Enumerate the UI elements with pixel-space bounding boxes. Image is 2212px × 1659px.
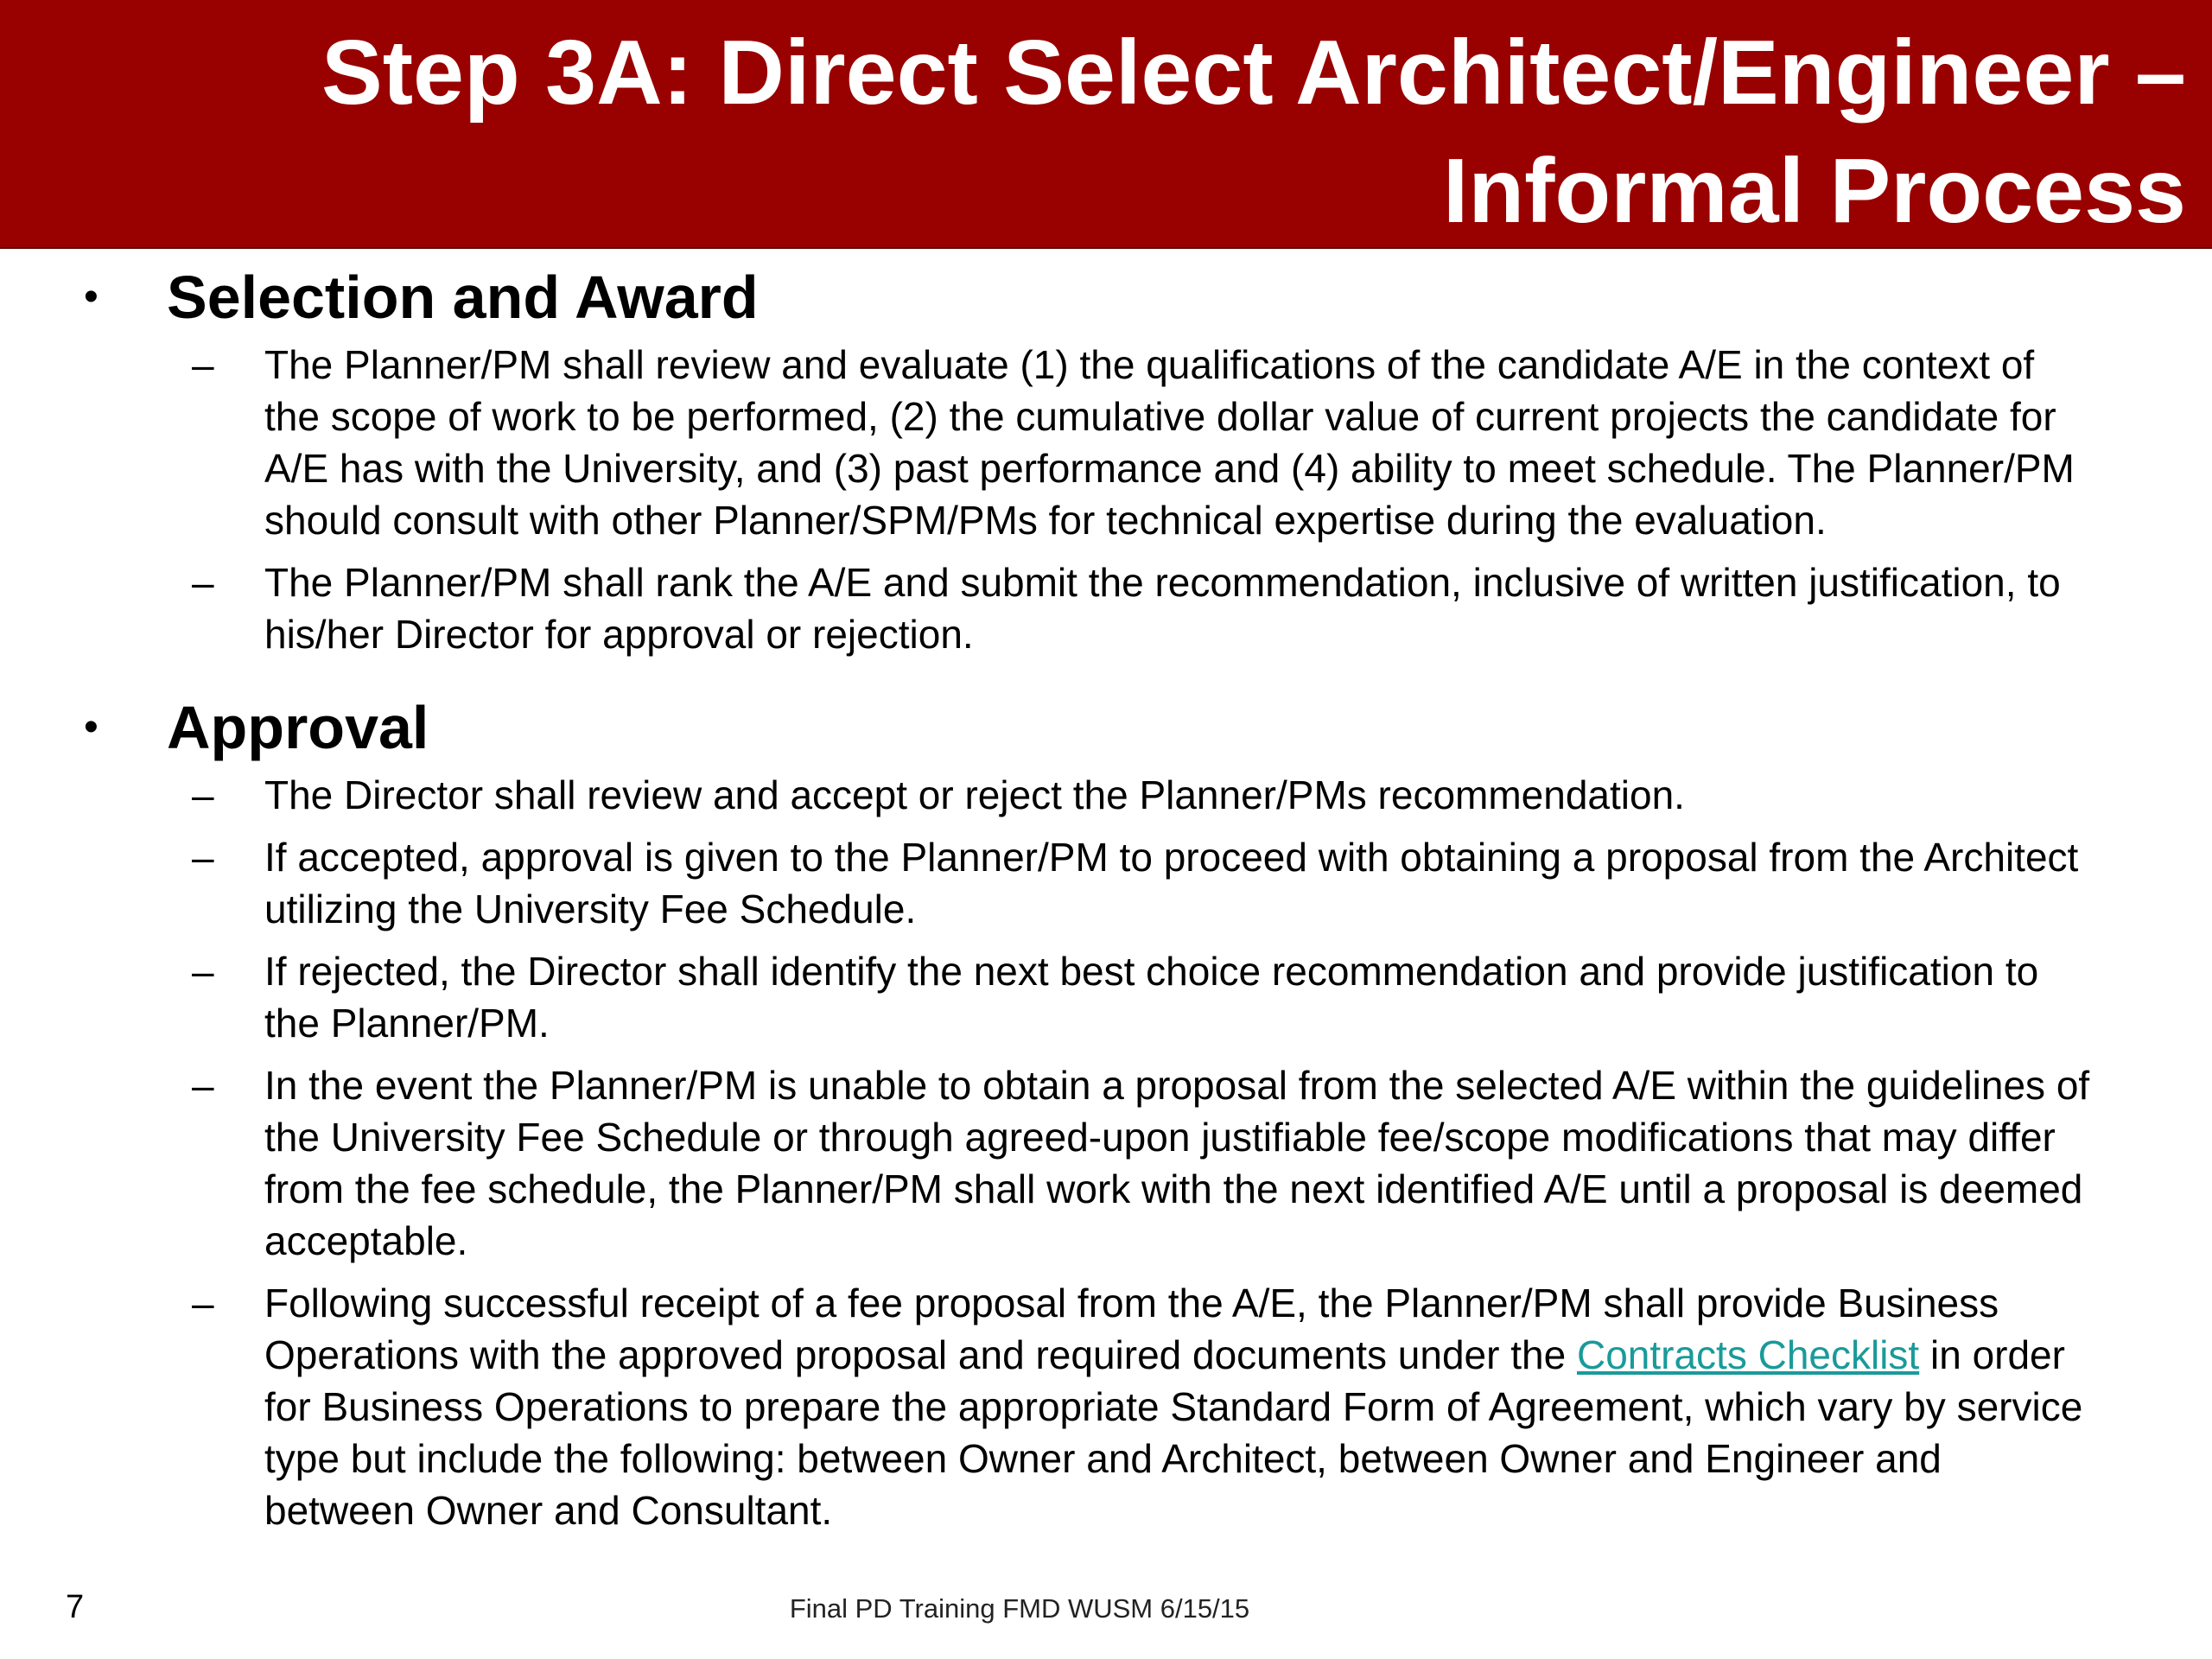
sub-bullet-list xyxy=(0,339,2212,660)
dash-icon: – xyxy=(192,560,214,605)
list-item xyxy=(0,1059,2096,1267)
title-line-1: Step 3A: Direct Select Architect/Engineer – xyxy=(321,22,2186,124)
dash-icon: – xyxy=(192,1281,214,1325)
footer-text: Final PD Training FMD WUSM 6/15/15 xyxy=(789,1593,1250,1624)
list-item xyxy=(0,831,2096,935)
bullet-icon: • xyxy=(84,274,99,320)
slide-body xyxy=(0,256,2212,1547)
page-number: 7 xyxy=(66,1589,85,1625)
list-item xyxy=(0,1277,2096,1536)
list-item-text: The Planner/PM shall rank the A/E and submit the recommendation, inclusive of written justification, to his/her Director for approval or rejection. xyxy=(264,560,2061,657)
section-heading: Selection and Award xyxy=(167,264,759,331)
dash-icon: – xyxy=(192,1063,214,1108)
dash-icon: – xyxy=(192,772,214,817)
slide-title xyxy=(26,14,2186,251)
section-approval xyxy=(0,686,2212,1536)
dash-icon: – xyxy=(192,835,214,880)
list-item-text: If accepted, approval is given to the Planner/PM to proceed with obtaining a proposal from the Architect utilizing the University Fee Schedule. xyxy=(264,835,2079,931)
list-item-text: If rejected, the Director shall identify the next best choice recommendation and provide justification to the Planner/PM. xyxy=(264,949,2039,1046)
bullet-icon: • xyxy=(84,704,99,750)
list-item-text: The Planner/PM shall review and evaluate (1) the qualifications of the candidate A/E in the context of the scope of work to be performed, (2) the cumulative dollar value of current projects the candidate for A/E has with the University, and (3) past performance and (4) ability to meet schedule. The Planner/PM should consult with other Planner/SPM/PMs for technical expertise during the evaluation. xyxy=(264,342,2075,543)
list-item-text: The Director shall review and accept or reject the Planner/PMs recommendation. xyxy=(264,772,1685,817)
section-heading: Approval xyxy=(167,694,429,761)
title-line-2: Informal Process xyxy=(1442,140,2186,242)
list-item xyxy=(0,945,2096,1049)
list-item xyxy=(0,769,2096,821)
list-item-text-after-link: in order for Business Operations to prepare the appropriate Standard Form of Agreement, which vary by service type but include the following: between Owner and Architect, between Owner and Engineer and between Owner and Consultant. xyxy=(264,1332,2083,1533)
contracts-checklist-link[interactable]: Contracts Checklist xyxy=(1576,1332,1920,1377)
dash-icon: – xyxy=(192,342,214,387)
footer xyxy=(0,1592,2212,1626)
slide-header xyxy=(0,0,2212,249)
list-item-text: In the event the Planner/PM is unable to obtain a proposal from the selected A/E within the guidelines of the University Fee Schedule or through agreed-upon justifiable fee/scope modifications that may differ from the fee schedule, the Planner/PM shall work with the next identified A/E until a proposal is deemed acceptable. xyxy=(264,1063,2090,1263)
sub-bullet-list xyxy=(0,769,2212,1536)
section-selection-and-award xyxy=(0,256,2212,660)
list-item-text-before-link: Following successful receipt of a fee proposal from the A/E, the Planner/PM shall provide Business Operations with the approved proposal and required documents under the xyxy=(264,1281,1999,1377)
list-item xyxy=(0,556,2096,660)
list-item xyxy=(0,339,2096,546)
dash-icon: – xyxy=(192,949,214,994)
